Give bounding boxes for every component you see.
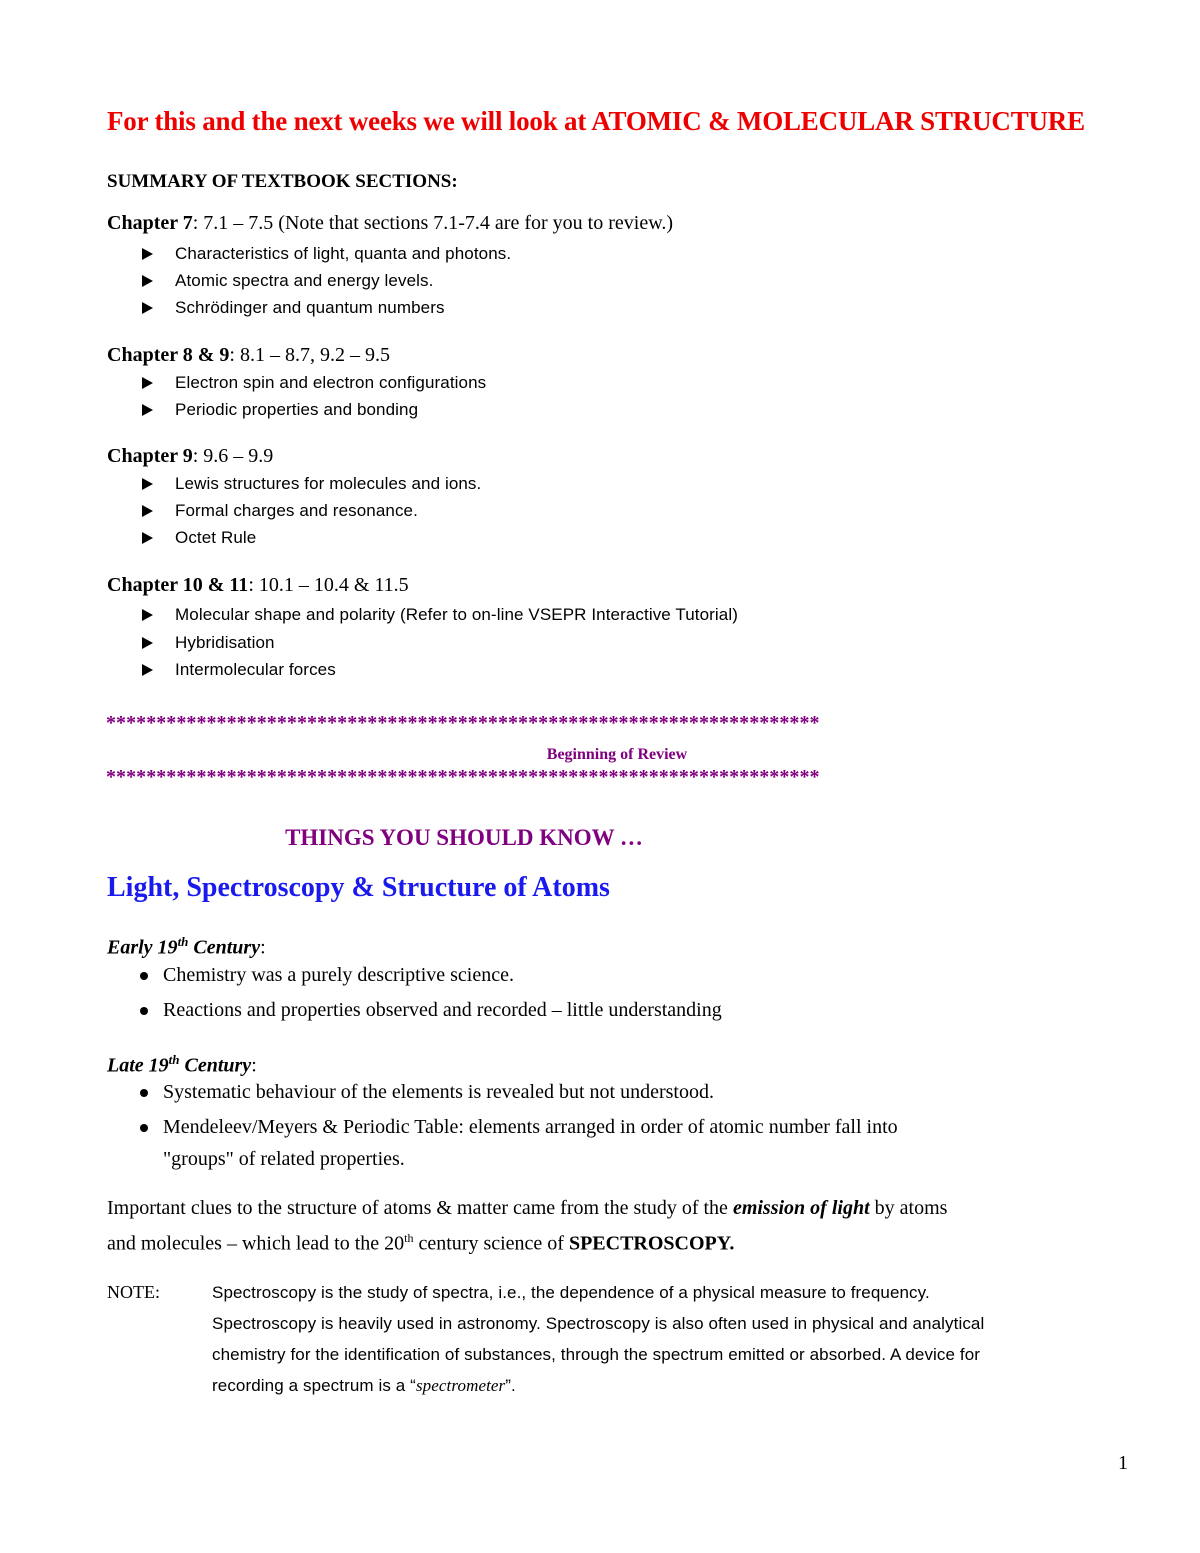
bullet-dot-icon: [140, 1089, 148, 1097]
list-item: Intermolecular forces: [142, 660, 336, 680]
summary-heading: SUMMARY OF TEXTBOOK SECTIONS:: [107, 171, 458, 192]
list-item: Octet Rule: [142, 528, 256, 548]
star-divider-bottom: ***********************************************************************: [106, 766, 820, 788]
arrow-bullet-icon: [142, 478, 153, 490]
chapter-7-heading: [107, 212, 673, 235]
note-label: NOTE:: [107, 1282, 160, 1302]
chapter-label: Chapter 10 & 11: [107, 574, 249, 596]
bullet-dot-icon: [140, 1007, 148, 1015]
arrow-bullet-icon: [142, 377, 153, 389]
chapter-sections: : 9.6 – 9.9: [192, 445, 274, 467]
list-item: Formal charges and resonance.: [142, 501, 418, 521]
clues-paragraph-line1: Important clues to the structure of atoms & matter came from the study of the emission of light by atoms: [107, 1197, 948, 1219]
list-item: Periodic properties and bonding: [142, 400, 418, 420]
chapter-sections: : 8.1 – 8.7, 9.2 – 9.5: [229, 344, 390, 366]
list-item: Molecular shape and polarity (Refer to on-line VSEPR Interactive Tutorial): [142, 605, 738, 625]
list-item: Hybridisation: [142, 633, 275, 653]
arrow-bullet-icon: [142, 248, 153, 260]
chapter-label: Chapter 8 & 9: [107, 344, 230, 366]
list-item: Atomic spectra and energy levels.: [142, 271, 433, 291]
arrow-bullet-icon: [142, 302, 153, 314]
chapter-10-11-heading: [107, 574, 409, 597]
chapter-label: Chapter 9: [107, 445, 193, 467]
arrow-bullet-icon: [142, 532, 153, 544]
chapter-sections: : 10.1 – 10.4 & 11.5: [248, 574, 409, 596]
section-heading: Light, Spectroscopy & Structure of Atoms: [107, 872, 610, 903]
list-item: Lewis structures for molecules and ions.: [142, 474, 481, 494]
arrow-bullet-icon: [142, 275, 153, 287]
arrow-bullet-icon: [142, 609, 153, 621]
chapter-9-heading: [107, 445, 273, 468]
list-item: Electron spin and electron configurations: [142, 373, 486, 393]
list-item: Characteristics of light, quanta and photons.: [142, 244, 511, 264]
note-line: recording a spectrum is a “spectrometer”.: [212, 1376, 516, 1395]
page-title: For this and the next weeks we will look at ATOMIC & MOLECULAR STRUCTURE: [107, 106, 1085, 136]
list-item: Schrödinger and quantum numbers: [142, 298, 445, 318]
list-item: Reactions and properties observed and recorded – little understanding: [140, 999, 722, 1022]
review-label: Beginning of Review: [546, 746, 688, 763]
chapter-sections: : 7.1 – 7.5 (Note that sections 7.1-7.4 are for you to review.): [192, 212, 673, 234]
list-item: Chemistry was a purely descriptive science.: [140, 964, 514, 987]
note-line: Spectroscopy is the study of spectra, i.e., the dependence of a physical measure to frequency.: [212, 1283, 930, 1302]
chapter-label: Chapter 7: [107, 212, 193, 234]
list-item-continuation: "groups" of related properties.: [163, 1148, 405, 1170]
list-item: Mendeleev/Meyers & Periodic Table: elements arranged in order of atomic number fall into: [140, 1116, 898, 1139]
things-heading: THINGS YOU SHOULD KNOW …: [285, 825, 643, 850]
note-line: Spectroscopy is heavily used in astronomy. Spectroscopy is also often used in physical and analytical: [212, 1314, 985, 1333]
arrow-bullet-icon: [142, 664, 153, 676]
note-line: chemistry for the identification of substances, through the spectrum emitted or absorbed. A device for: [212, 1345, 981, 1364]
late-century-heading: Late 19th Century:: [107, 1052, 257, 1077]
chapter-8-9-heading: [107, 344, 390, 367]
arrow-bullet-icon: [142, 637, 153, 649]
bullet-dot-icon: [140, 1124, 148, 1132]
star-divider-top: ***********************************************************************: [106, 712, 820, 734]
bullet-dot-icon: [140, 972, 148, 980]
arrow-bullet-icon: [142, 505, 153, 517]
arrow-bullet-icon: [142, 404, 153, 416]
clues-paragraph-line2: and molecules – which lead to the 20th century science of SPECTROSCOPY.: [107, 1231, 735, 1255]
list-item: Systematic behaviour of the elements is revealed but not understood.: [140, 1081, 714, 1104]
early-century-heading: Early 19th Century:: [107, 934, 266, 959]
page-number: 1: [1118, 1452, 1128, 1474]
